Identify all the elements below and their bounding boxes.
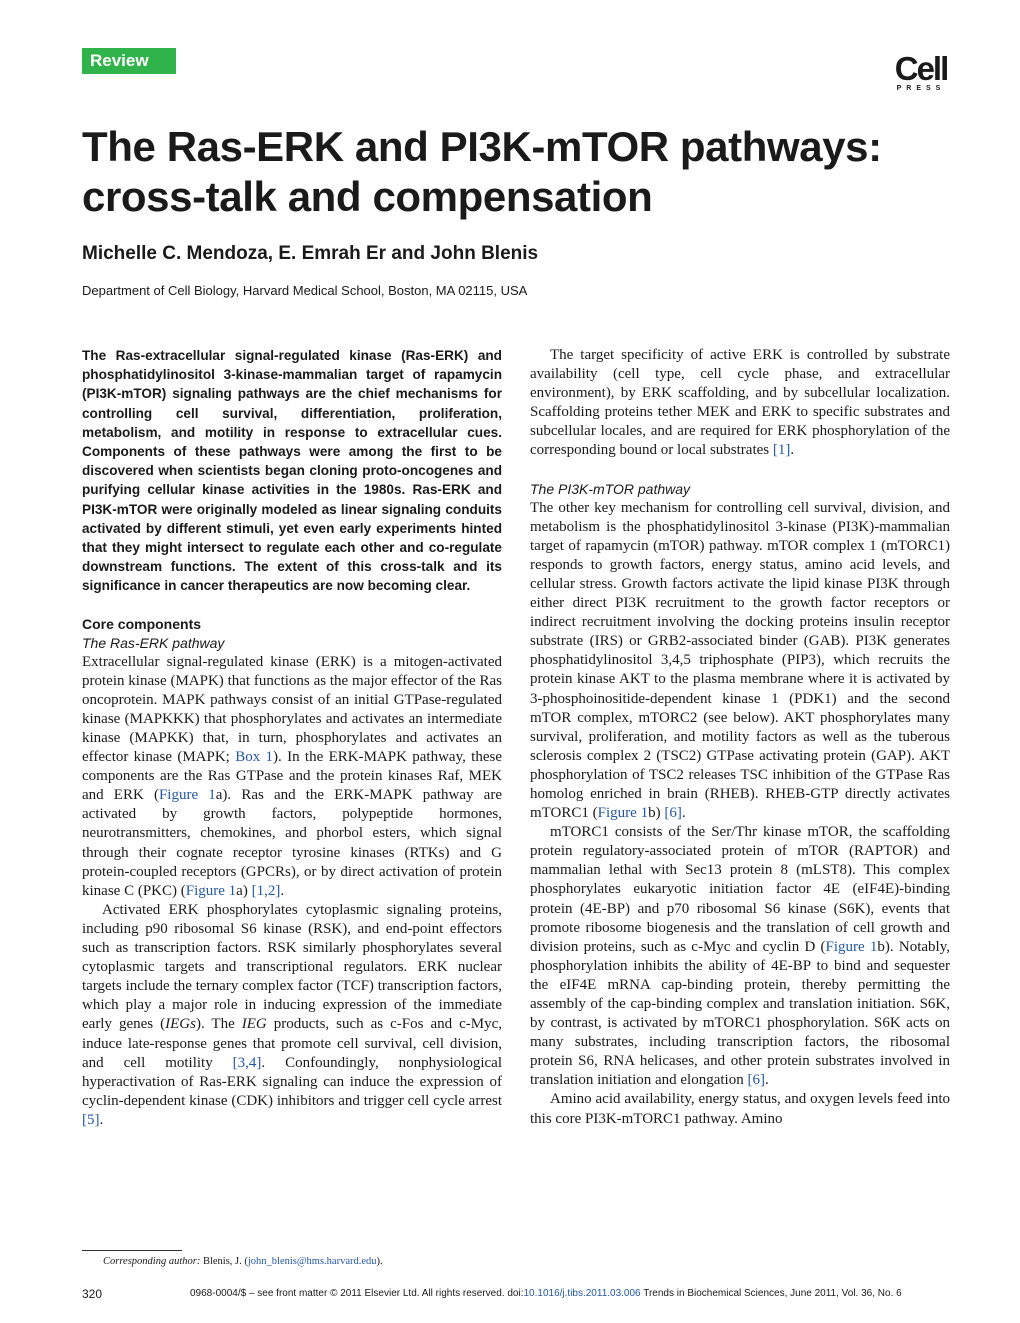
reference-link[interactable]: [1] (772, 442, 791, 459)
paragraph-erk-specificity: The target specificity of active ERK is controlled by substrate availability (cell type, cell cycle phase, and extracellular environment), by ERK scaffolding, and by subcellular localization. Scaffolding proteins tether MEK and ERK to specific substrates and subcellular locales, and are required for ERK phosphorylation of the corresponding bound or local substrates [1]. (530, 347, 950, 459)
reference-link[interactable]: [6] (747, 1072, 765, 1089)
doi-link[interactable]: 10.1016/j.tibs.2011.03.006 (523, 1288, 641, 1299)
corresponding-author-footnote: Corresponding author: Blenis, J. (john_blenis@hms.harvard.edu). (103, 1256, 383, 1267)
left-column (82, 346, 502, 1130)
article-title: The Ras-ERK and PI3K-mTOR pathways: cross-talk and compensation (82, 123, 882, 220)
abstract: The Ras-extracellular signal-regulated kinase (Ras-ERK) and phosphatidylinositol 3-kinase-mammalian target of rapamycin (PI3K-mTOR) signaling pathways are the chief mechanisms for controlling cell survival, differentiation, proliferation, metabolism, and motility in response to extracellular cues. Components of these pathways were among the first to be discovered when scientists began cloning proto-oncogenes and purifying cellular kinase activities in the 1980s. Ras-ERK and PI3K-mTOR were originally modeled as linear signaling conduits activated by different stimuli, yet even early experiments hinted that they might intersect to regulate each other and co-regulate downstream functions. The extent of this cross-talk and its significance in cancer therapeutics are now becoming clear. (82, 348, 502, 594)
subsection-heading-pi3k-mtor: The PI3K-mTOR pathway (530, 480, 691, 497)
article-authors: Michelle C. Mendoza, E. Emrah Er and John Blenis (82, 243, 539, 264)
cell-press-logo (890, 52, 952, 92)
right-column (530, 346, 950, 1129)
figure-1-link[interactable]: Figure 1 (825, 938, 878, 955)
author-email-link[interactable]: john_blenis@hms.harvard.edu (247, 1256, 377, 1267)
paragraph-pi3k-3: Amino acid availability, energy status, and oxygen levels feed into this core PI3K-mTORC1 pathway. Amino (530, 1091, 950, 1127)
footnote-divider (82, 1250, 182, 1251)
reference-link[interactable]: [5] (82, 1111, 100, 1128)
figure-1-link[interactable]: Figure 1 (597, 805, 649, 822)
paragraph-pi3k-2: mTORC1 consists of the Ser/Thr kinase mTOR, the scaffolding protein regulatory-associated protein of mTOR (RAPTOR) and mammalian lethal with Sec13 protein 8 (mLST8). This complex phosphorylates eukaryotic initiation factor 4E (eIF4E)-binding protein (4E-BP) and p70 ribosomal S6 kinase (S6K), events that promote ribosome biogenesis and the translation of cell growth and division proteins, such as c-Myc and cyclin D (Figure 1b). Notably, phosphorylation inhibits the ability of 4E-BP to bind and sequester the eIF4E mRNA cap-binding protein, thereby permitting the assembly of the cap-binding complex and translation initiation. S6K, by contrast, is activated by mTORC1 phosphorylation. S6K acts on many substrates, including transcription factors, the ribosomal protein S6, RNA helicases, and other protein substrates involved in translation initiation and elongation [6]. (530, 824, 950, 1089)
subsection-heading-ras-erk: The Ras-ERK pathway (82, 634, 225, 651)
footer-publication-info: 0968-0004/$ – see front matter © 2011 Elsevier Ltd. All rights reserved. doi:10.1016/j.tibs.2011.03.006 Trends in Biochemical Sciences, June 2011, Vol. 36, No. 6 (190, 1288, 902, 1299)
reference-link[interactable]: [6] (664, 805, 682, 822)
review-badge: Review (82, 48, 176, 74)
paragraph-pi3k-1: The other key mechanism for controlling cell survival, division, and metabolism is the phosphatidylinositol 3-kinase (PI3K)-mammalian target of rapamycin (mTOR) pathway. mTOR complex 1 (mTORC1) responds to growth factors, energy status, amino acid levels, and cellular stress. Growth factors activate the lipid kinase PI3K through either direct PI3K recruitment to the growth factor receptors or indirect recruitment involving the docking proteins insulin receptor substrate (IRS) or GRB2-associated binder (GAB). PI3K generates phosphatidylinositol 3,4,5 triphosphate (PIP3), which recruits the protein kinase AKT to the plasma membrane where it is activated by 3-phosphoinositide-dependent kinase 1 (PDK1) and the second mTOR complex, mTORC2 (see below). AKT phosphorylates many survival, proliferation, and motility factors as well as the tuberous sclerosis complex 2 (TSC2) GTPase activating protein (GAP). AKT phosphorylation of TSC2 releases TSC inhibition of the GTPase Ras homolog enriched in brain (RHEB). RHEB-GTP directly activates mTORC1 (Figure 1b) [6]. (530, 499, 950, 822)
cell-logo-press: PRESS (896, 85, 946, 92)
paragraph-ras-erk-1: Extracellular signal-regulated kinase (ERK) is a mitogen-activated protein kinase (MAPK) that functions as the major effector of the Ras oncoprotein. MAPK pathways consist of an initial GTPase-regulated kinase (MAPKKK) that phosphorylates and activates an intermediate kinase (MAPKK) that, in turn, phosphorylates and activates an effector kinase (MAPK; Box 1). In the ERK-MAPK pathway, these components are the Ras GTPase and the protein kinases Raf, MEK and ERK (Figure 1a). Ras and the ERK-MAPK pathway are activated by growth factors, polypeptide hormones, neurotransmitters, chemokines, and phorbol esters, which signal through their cognate receptor tyrosine kinases (RTKs) and G protein-coupled receptors (GPCRs), or by direct activation of protein kinase C (PKC) (Figure 1a) [1,2]. (82, 653, 502, 899)
author-affiliation: Department of Cell Biology, Harvard Medical School, Boston, MA 02115, USA (82, 283, 528, 298)
figure-1-link[interactable]: Figure 1 (158, 787, 216, 804)
figure-1-link[interactable]: Figure 1 (185, 882, 237, 899)
box-1-link[interactable]: Box 1 (235, 749, 274, 766)
page-number: 320 (82, 1287, 103, 1301)
cell-logo-word: Cell (894, 50, 948, 87)
reference-link[interactable]: [1,2] (251, 882, 281, 899)
reference-link[interactable]: [3,4] (232, 1054, 262, 1071)
paragraph-ras-erk-2: Activated ERK phosphorylates cytoplasmic signaling proteins, including p90 ribosomal S6 kinase (RSK), and end-point effectors such as transcription factors. RSK similarly phosphorylates several cytoplasmic targets and transcriptional regulators. ERK nuclear targets include the ternary complex factor (TCF) transcription factors, which play a major role in inducing expression of the immediate early genes (IEGs). The IEG products, such as c-Fos and c-Myc, induce late-response genes that promote cell survival, cell division, and cell motility [3,4]. Confoundingly, nonphysiological hyperactivation of Ras-ERK signaling can induce the expression of cyclin-dependent kinase (CDK) inhibitors and trigger cell cycle arrest [5]. (82, 901, 502, 1128)
section-heading-core-components: Core components (82, 615, 202, 632)
